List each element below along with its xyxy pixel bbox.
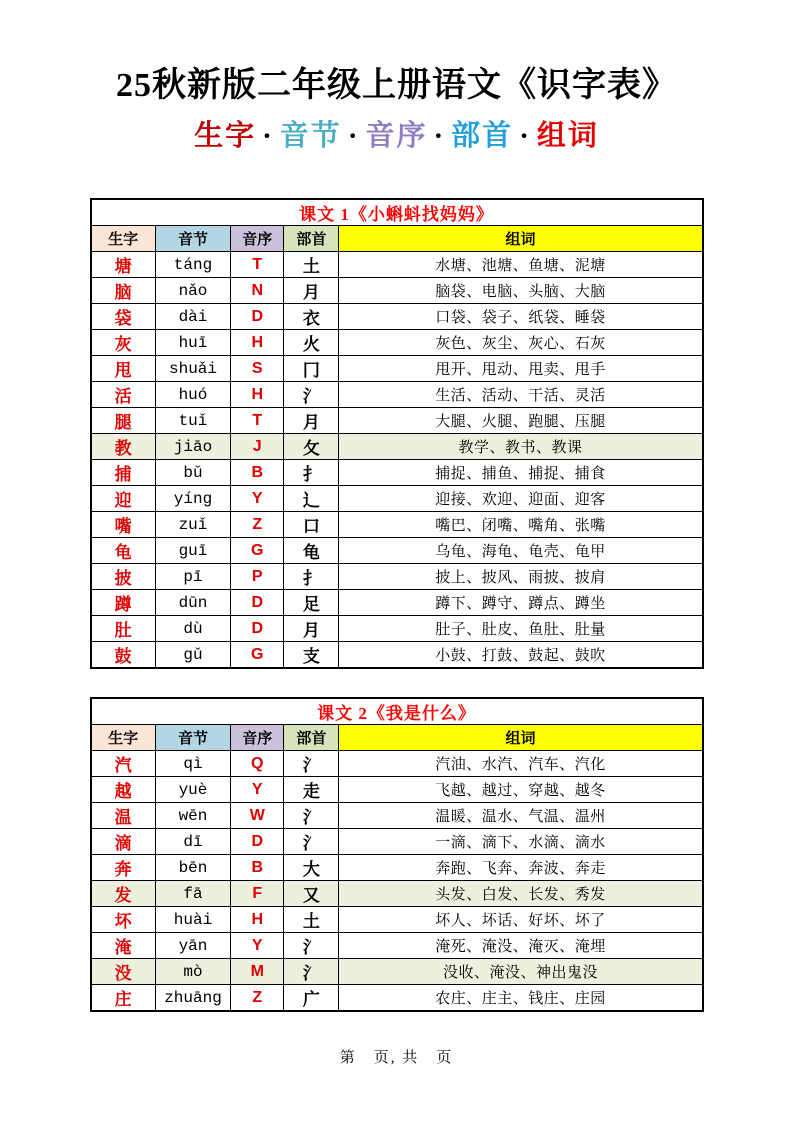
cell-initial: Z [231,512,284,538]
cell-pinyin: dūn [155,590,230,616]
cell-words: 生活、活动、干活、灵活 [339,382,703,408]
cell-char: 庄 [91,985,156,1012]
cell-initial: Y [231,933,284,959]
cell-words: 坏人、坏话、好坏、坏了 [339,907,703,933]
cell-char: 鼓 [91,642,156,669]
table-row [91,382,703,408]
page-title: 25秋新版二年级上册语文《识字表》 [116,67,677,104]
cell-char: 袋 [91,304,156,330]
cell-words: 头发、白发、长发、秀发 [339,881,703,907]
cell-initial: N [231,278,284,304]
table-row [91,616,703,642]
table-row [91,252,703,278]
cell-char: 蹲 [91,590,156,616]
cell-words: 教学、教书、教课 [339,434,703,460]
cell-words: 嘴巴、闭嘴、嘴角、张嘴 [339,512,703,538]
cell-radical: 辶 [284,486,339,512]
cell-pinyin: qì [155,751,230,777]
cell-initial: J [231,434,284,460]
cell-radical: 土 [284,252,339,278]
cell-pinyin: nǎo [155,278,230,304]
column-header-pinyin: 音节 [155,725,230,751]
cell-pinyin: gǔ [155,642,230,669]
cell-words: 水塘、池塘、鱼塘、泥塘 [339,252,703,278]
cell-pinyin: bǔ [155,460,230,486]
cell-radical: 土 [284,907,339,933]
cell-pinyin: jiāo [155,434,230,460]
cell-initial: B [231,460,284,486]
cell-initial: W [231,803,284,829]
subtitle-term: 音节 [279,120,342,153]
cell-words: 一滴、滴下、水滴、滴水 [339,829,703,855]
cell-initial: T [231,408,284,434]
cell-words: 飞越、越过、穿越、越冬 [339,777,703,803]
subtitle-separator: · [347,120,360,153]
cell-pinyin: bēn [155,855,230,881]
cell-pinyin: pī [155,564,230,590]
table-row [91,751,703,777]
table-row [91,408,703,434]
cell-radical: 攵 [284,434,339,460]
cell-pinyin: huó [155,382,230,408]
table-row [91,434,703,460]
lesson-title: 课文 1《小蝌蚪找妈妈》 [91,199,703,226]
cell-radical: 氵 [284,803,339,829]
lesson-tables [0,198,793,1012]
lesson-table [90,697,704,1012]
cell-pinyin: shuǎi [155,356,230,382]
cell-pinyin: zhuāng [155,985,230,1012]
cell-radical: 氵 [284,751,339,777]
cell-initial: Q [231,751,284,777]
cell-pinyin: yān [155,933,230,959]
cell-radical: 支 [284,642,339,669]
table-row [91,590,703,616]
cell-initial: Y [231,486,284,512]
cell-char: 脑 [91,278,156,304]
cell-radical: 广 [284,985,339,1012]
cell-words: 灰色、灰尘、灰心、石灰 [339,330,703,356]
cell-pinyin: táng [155,252,230,278]
table-row [91,855,703,881]
column-header-words: 组词 [339,226,703,252]
cell-words: 没收、淹没、神出鬼没 [339,959,703,985]
cell-words: 捕捉、捕鱼、捕捉、捕食 [339,460,703,486]
table-row [91,959,703,985]
page-footer: 第 页, 共 页 [339,1050,454,1067]
cell-words: 甩开、甩动、甩卖、甩手 [339,356,703,382]
subtitle-separator: · [519,120,531,153]
column-header-row [91,226,703,252]
cell-radical: 月 [284,278,339,304]
cell-radical: 又 [284,881,339,907]
cell-pinyin: yuè [155,777,230,803]
cell-char: 教 [91,434,156,460]
cell-initial: H [231,907,284,933]
table-row [91,356,703,382]
cell-initial: F [231,881,284,907]
column-header-radical: 部首 [284,226,339,252]
cell-words: 披上、披风、雨披、披肩 [339,564,703,590]
column-header-radical: 部首 [284,725,339,751]
cell-initial: H [231,330,284,356]
table-row [91,330,703,356]
cell-initial: G [231,642,284,669]
table-row [91,486,703,512]
subtitle-term: 生字 [194,120,257,153]
cell-char: 披 [91,564,156,590]
cell-pinyin: mò [155,959,230,985]
cell-initial: T [231,252,284,278]
cell-radical: 口 [284,512,339,538]
cell-initial: B [231,855,284,881]
cell-char: 龟 [91,538,156,564]
cell-radical: 氵 [284,382,339,408]
table-row [91,512,703,538]
cell-char: 坏 [91,907,156,933]
table-row [91,881,703,907]
cell-char: 滴 [91,829,156,855]
cell-char: 越 [91,777,156,803]
cell-words: 奔跑、飞奔、奔波、奔走 [339,855,703,881]
cell-char: 活 [91,382,156,408]
cell-pinyin: fā [155,881,230,907]
cell-words: 蹲下、蹲守、蹲点、蹲坐 [339,590,703,616]
cell-initial: P [231,564,284,590]
column-header-initial: 音序 [231,226,284,252]
cell-char: 嘴 [91,512,156,538]
column-header-pinyin: 音节 [155,226,230,252]
cell-pinyin: huī [155,330,230,356]
table-row [91,803,703,829]
lesson-table [90,198,704,669]
cell-radical: 冂 [284,356,339,382]
table-row [91,564,703,590]
table-row [91,777,703,803]
cell-pinyin: guī [155,538,230,564]
cell-char: 塘 [91,252,156,278]
cell-radical: 扌 [284,460,339,486]
cell-initial: D [231,616,284,642]
cell-pinyin: yíng [155,486,230,512]
cell-initial: G [231,538,284,564]
cell-char: 发 [91,881,156,907]
cell-char: 灰 [91,330,156,356]
cell-char: 捕 [91,460,156,486]
cell-initial: H [231,382,284,408]
cell-radical: 扌 [284,564,339,590]
cell-char: 迎 [91,486,156,512]
table-row [91,985,703,1012]
column-header-row [91,725,703,751]
cell-char: 汽 [91,751,156,777]
cell-words: 淹死、淹没、淹灭、淹埋 [339,933,703,959]
subtitle-term: 组词 [536,120,599,153]
cell-radical: 月 [284,408,339,434]
cell-radical: 大 [284,855,339,881]
cell-pinyin: tuǐ [155,408,230,434]
cell-char: 奔 [91,855,156,881]
cell-radical: 足 [284,590,339,616]
table-row [91,642,703,669]
cell-radical: 氵 [284,959,339,985]
cell-initial: D [231,829,284,855]
cell-pinyin: wēn [155,803,230,829]
cell-words: 迎接、欢迎、迎面、迎客 [339,486,703,512]
cell-words: 脑袋、电脑、头脑、大脑 [339,278,703,304]
cell-char: 淹 [91,933,156,959]
column-header-char: 生字 [91,725,156,751]
cell-char: 温 [91,803,156,829]
column-header-initial: 音序 [231,725,284,751]
cell-initial: D [231,304,284,330]
cell-radical: 龟 [284,538,339,564]
table-row [91,907,703,933]
table-row [91,460,703,486]
page-subtitle [0,113,793,154]
cell-char: 没 [91,959,156,985]
table-row [91,304,703,330]
cell-words: 温暖、温水、气温、温州 [339,803,703,829]
column-header-char: 生字 [91,226,156,252]
cell-initial: S [231,356,284,382]
cell-pinyin: dài [155,304,230,330]
cell-pinyin: zuǐ [155,512,230,538]
subtitle-separator: · [433,120,446,153]
subtitle-term: 音序 [365,120,428,153]
table-row [91,278,703,304]
cell-words: 汽油、水汽、汽车、汽化 [339,751,703,777]
cell-pinyin: huài [155,907,230,933]
cell-char: 肚 [91,616,156,642]
cell-char: 甩 [91,356,156,382]
cell-initial: Y [231,777,284,803]
cell-radical: 走 [284,777,339,803]
table-row [91,933,703,959]
subtitle-separator: · [262,120,274,153]
lesson-title: 课文 2《我是什么》 [91,698,703,725]
cell-initial: M [231,959,284,985]
cell-radical: 火 [284,330,339,356]
cell-words: 大腿、火腿、跑腿、压腿 [339,408,703,434]
cell-words: 小鼓、打鼓、鼓起、鼓吹 [339,642,703,669]
column-header-words: 组词 [339,725,703,751]
cell-pinyin: dī [155,829,230,855]
subtitle-term: 部首 [451,120,514,153]
cell-radical: 衣 [284,304,339,330]
cell-radical: 氵 [284,829,339,855]
cell-char: 腿 [91,408,156,434]
cell-radical: 氵 [284,933,339,959]
cell-initial: D [231,590,284,616]
cell-initial: Z [231,985,284,1012]
cell-pinyin: dù [155,616,230,642]
table-row [91,829,703,855]
cell-radical: 月 [284,616,339,642]
cell-words: 乌龟、海龟、龟壳、龟甲 [339,538,703,564]
cell-words: 肚子、肚皮、鱼肚、肚量 [339,616,703,642]
cell-words: 农庄、庄主、钱庄、庄园 [339,985,703,1012]
cell-words: 口袋、袋子、纸袋、睡袋 [339,304,703,330]
table-row [91,538,703,564]
